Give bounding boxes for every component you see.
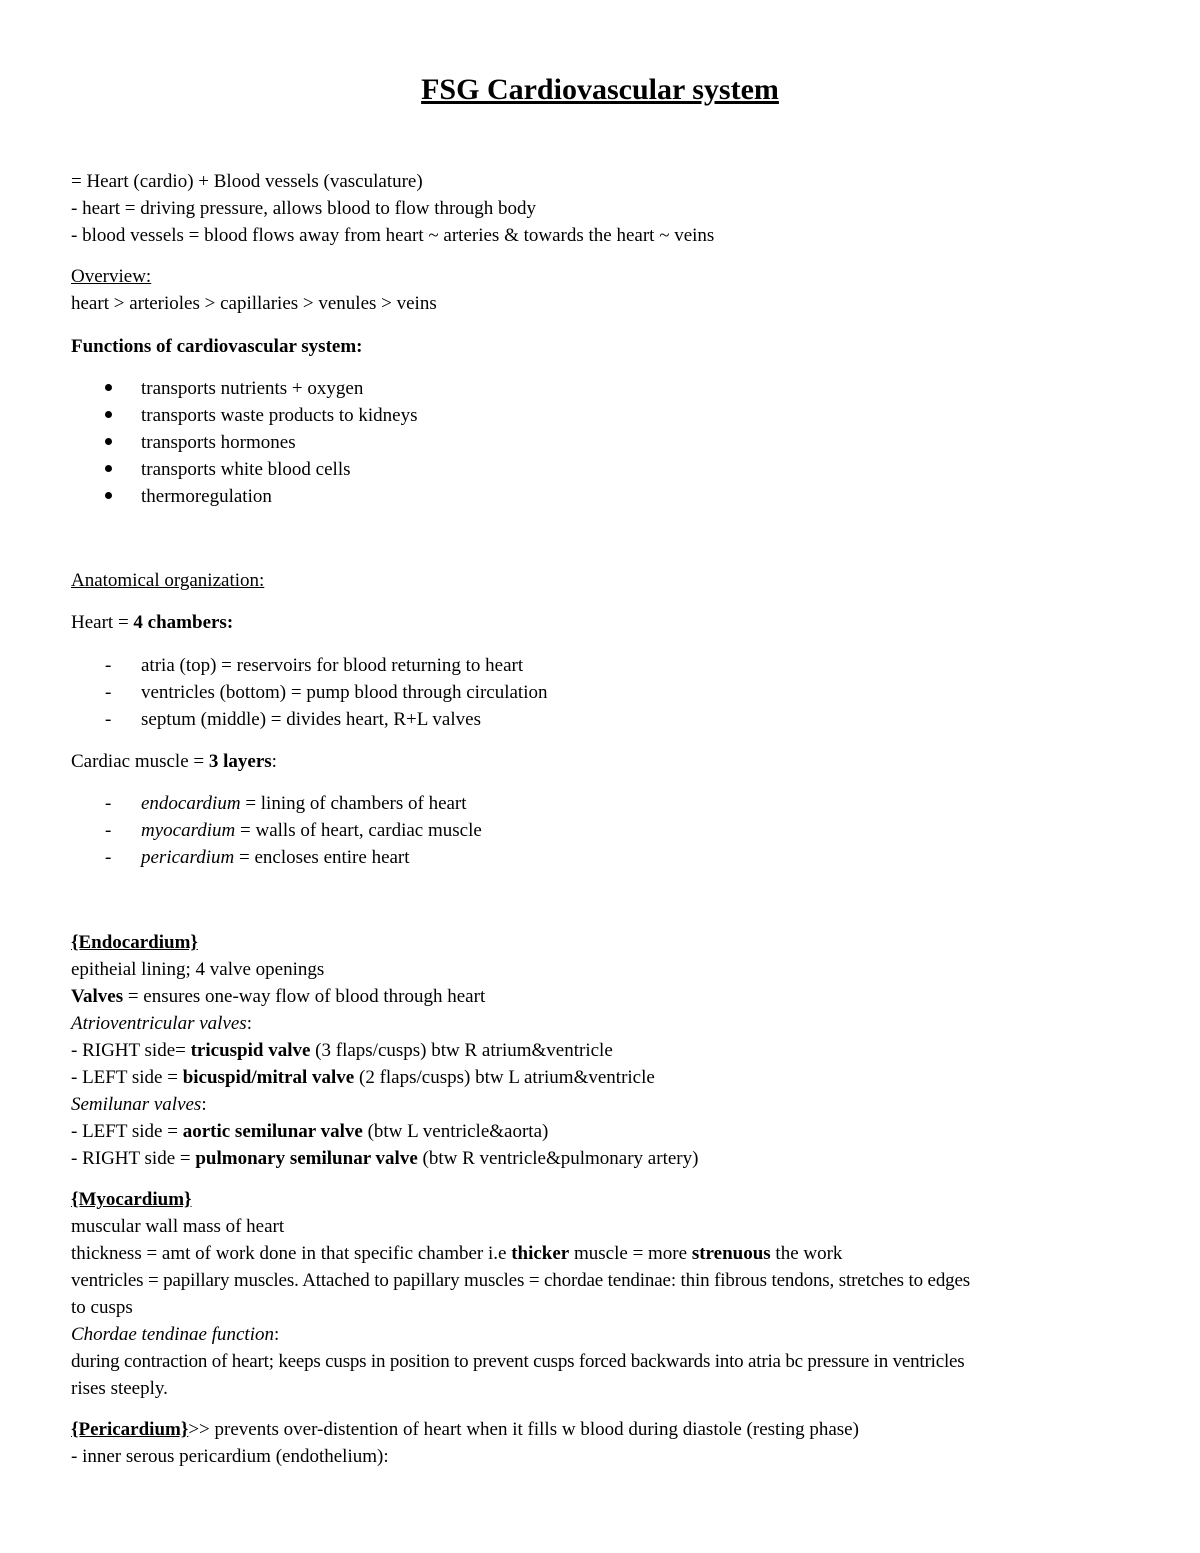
dash-marker: - — [105, 682, 112, 703]
bullet-icon — [105, 456, 112, 483]
myocardium-line-1: muscular wall mass of heart — [71, 1216, 285, 1237]
intro-line-3: - blood vessels = blood flows away from heart ~ arteries & towards the heart ~ veins — [71, 225, 715, 246]
myocardium-line-4: to cusps — [71, 1297, 133, 1318]
function-item: transports waste products to kidneys — [141, 405, 418, 426]
functions-heading: Functions of cardiovascular system: — [71, 336, 363, 357]
line2-bold1: thicker — [511, 1243, 570, 1264]
layer-desc: = encloses entire heart — [234, 847, 410, 868]
overview-text: heart > arterioles > capillaries > venules > veins — [71, 293, 437, 314]
bullet-icon — [105, 429, 112, 456]
av2-pre: - LEFT side = — [71, 1067, 183, 1088]
muscle-suffix: : — [271, 751, 277, 772]
dash-marker: - — [105, 847, 112, 868]
line2-mid: muscle = more — [569, 1243, 692, 1264]
line2-post: the work — [770, 1243, 843, 1264]
layer-desc: = lining of chambers of heart — [240, 793, 467, 814]
ct-heading: Chordae tendinae function — [71, 1324, 274, 1345]
sl-line-2 — [71, 1145, 698, 1172]
intro-line-2: - heart = driving pressure, allows blood to flow through body — [71, 198, 537, 219]
layer-item — [141, 817, 482, 844]
bullet-icon — [105, 483, 112, 510]
heart-prefix: Heart = — [71, 612, 134, 633]
myocardium-line-6: rises steeply. — [71, 1378, 168, 1399]
sl2-bold: pulmonary semilunar valve — [195, 1148, 418, 1169]
layer-term: endocardium — [141, 793, 241, 814]
sl-colon: : — [201, 1094, 207, 1115]
myocardium-line-3: ventricles = papillary muscles. Attached to papillary muscles = chordae tendinae: thin fibrous tendons, stretches to edges — [71, 1270, 971, 1291]
cardiac-muscle-line — [71, 748, 277, 775]
valves-line — [71, 983, 485, 1010]
bullet-icon — [105, 402, 112, 429]
line2-bold2: strenuous — [691, 1243, 771, 1264]
ct-heading-line — [71, 1321, 279, 1348]
av1-bold: tricuspid valve — [190, 1040, 311, 1061]
dash-marker: - — [105, 820, 112, 841]
pericardium-heading-post: >> prevents over-distention of heart when it fills w blood during diastole (resting phase) — [188, 1419, 859, 1440]
av2-post: (2 flaps/cusps) btw L atrium&ventricle — [354, 1067, 655, 1088]
overview-heading: Overview: — [71, 266, 152, 287]
endocardium-line-1: epitheial lining; 4 valve openings — [71, 959, 325, 980]
av2-bold: bicuspid/mitral valve — [182, 1067, 355, 1088]
pericardium-heading-line — [71, 1416, 859, 1443]
function-item: transports white blood cells — [141, 459, 351, 480]
anatomy-heading: Anatomical organization: — [71, 570, 265, 591]
line2-pre: thickness = amt of work done in that specific chamber i.e — [71, 1243, 512, 1264]
bullet-icon — [105, 375, 112, 402]
dash-marker: - — [105, 655, 112, 676]
av-heading: Atrioventricular valves — [71, 1013, 247, 1034]
av-line-2 — [71, 1064, 655, 1091]
endocardium-heading: {Endocardium} — [71, 932, 198, 953]
myocardium-line-5: during contraction of heart; keeps cusps in position to prevent cusps forced backwards into atria bc pressure in ventricles — [71, 1351, 965, 1372]
myocardium-heading: {Myocardium} — [71, 1189, 192, 1210]
av-line-1 — [71, 1037, 613, 1064]
layer-item — [141, 844, 410, 871]
sl1-post: (btw L ventricle&aorta) — [362, 1121, 549, 1142]
page-title: FSG Cardiovascular system — [421, 73, 779, 106]
av-heading-line — [71, 1010, 252, 1037]
function-item: transports nutrients + oxygen — [141, 378, 364, 399]
sl-line-1 — [71, 1118, 548, 1145]
function-item: thermoregulation — [141, 486, 272, 507]
valves-text: = ensures one-way flow of blood through heart — [123, 986, 486, 1007]
av1-pre: - RIGHT side= — [71, 1040, 191, 1061]
sl1-pre: - LEFT side = — [71, 1121, 183, 1142]
muscle-prefix: Cardiac muscle = — [71, 751, 209, 772]
chamber-item: atria (top) = reservoirs for blood returning to heart — [141, 655, 524, 676]
layer-desc: = walls of heart, cardiac muscle — [235, 820, 482, 841]
pericardium-line-1: - inner serous pericardium (endothelium): — [71, 1446, 389, 1467]
muscle-bold: 3 layers — [208, 751, 272, 772]
ct-colon: : — [274, 1324, 280, 1345]
myocardium-line-2 — [71, 1240, 842, 1267]
sl-heading: Semilunar valves — [71, 1094, 202, 1115]
sl1-bold: aortic semilunar valve — [182, 1121, 363, 1142]
layer-term: pericardium — [141, 847, 235, 868]
av-colon: : — [246, 1013, 252, 1034]
function-item: transports hormones — [141, 432, 296, 453]
layer-item — [141, 790, 467, 817]
chamber-item: ventricles (bottom) = pump blood through circulation — [141, 682, 548, 703]
av1-post: (3 flaps/cusps) btw R atrium&ventricle — [310, 1040, 613, 1061]
layer-term: myocardium — [141, 820, 236, 841]
sl2-pre: - RIGHT side = — [71, 1148, 196, 1169]
valves-bold: Valves — [71, 986, 124, 1007]
dash-marker: - — [105, 709, 112, 730]
sl2-post: (btw R ventricle&pulmonary artery) — [417, 1148, 699, 1169]
dash-marker: - — [105, 793, 112, 814]
chamber-item: septum (middle) = divides heart, R+L valves — [141, 709, 481, 730]
intro-line-1: = Heart (cardio) + Blood vessels (vasculature) — [71, 171, 423, 192]
sl-heading-line — [71, 1091, 207, 1118]
heart-bold: 4 chambers: — [133, 612, 234, 633]
heart-chambers-line — [71, 609, 233, 636]
pericardium-heading: {Pericardium} — [71, 1419, 189, 1440]
